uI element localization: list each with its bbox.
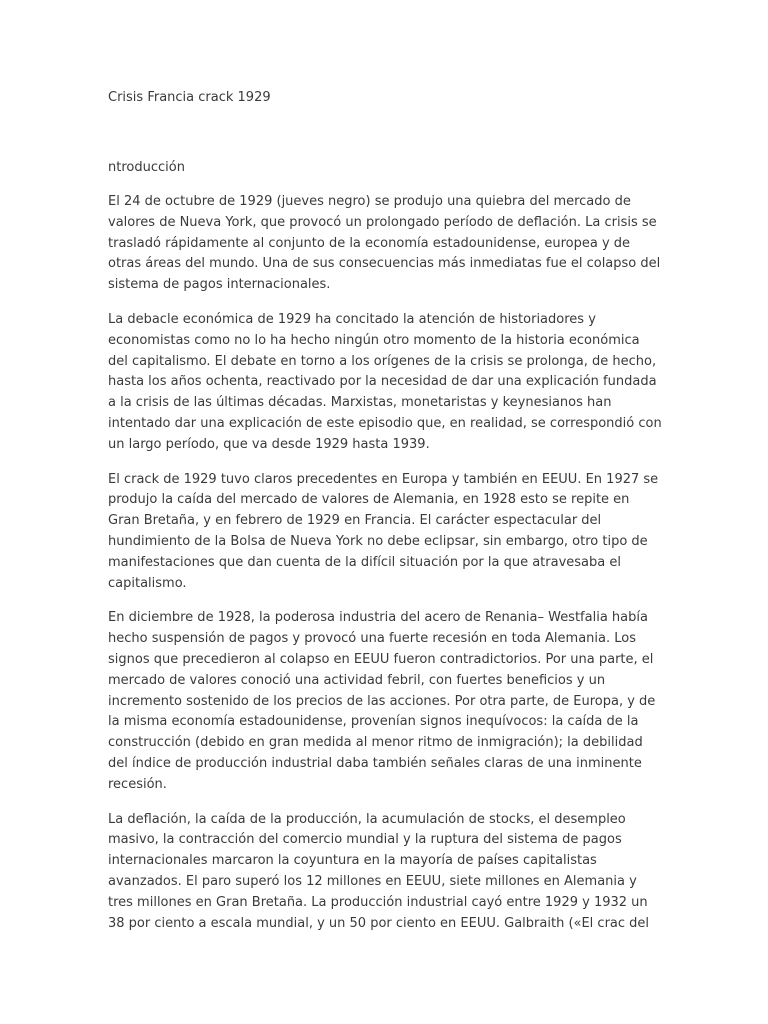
paragraph: El 24 de octubre de 1929 (jueves negro) se produjo una quiebra del mercado de valores de Nueva York, que provocó un prolongado período de deflación. La crisis se trasladó rápidamente al conjunto de la economía estadounidense, europea y de otras áreas del mundo. Una de sus consecuencias más inmediatas fue el colapso del sistema de pagos internacionales. [108,194,661,293]
document-title: Crisis Francia crack 1929 [108,90,271,105]
paragraph: En diciembre de 1928, la poderosa industria del acero de Renania– Westfalia había hecho suspensión de pagos y provocó una fuerte recesión en toda Alemania. Los signos que precedieron al colapso en EEUU fueron contradictorios. Por una parte, el mercado de valores conoció una actividad febril, con fuertes beneficios y un incremento sostenido de los precios de las acciones. Por otra parte, de Europa, y de la misma economía estadounidense, provenían signos inequívocos: la caída de la construcción (debido en gran medida al menor ritmo de inmigración); la debilidad del índice de producción industrial daba también señales claras de una inminente recesión. [108,610,656,792]
document-page [108,88,663,934]
paragraph: El crack de 1929 tuvo claros precedentes en Europa y también en EEUU. En 1927 se produjo la caída del mercado de valores de Alemania, en 1928 esto se repite en Gran Bretaña, y en febrero de 1929 en Francia. El carácter espectacular del hundimiento de la Bolsa de Nueva York no debe eclipsar, sin embargo, otro tipo de manifestaciones que dan cuenta de la difícil situación por la que atravesaba el capitalismo. [108,471,659,591]
paragraph: La deflación, la caída de la producción, la acumulación de stocks, el desempleo masivo, la contracción del comercio mundial y la ruptura del sistema de pagos internacionales marcaron la coyuntura en la mayoría de países capitalistas avanzados. El paro superó los 12 millones en EEUU, siete millones en Alemania y tres millones en Gran Bretaña. La producción industrial cayó entre 1929 y 1932 un 38 por ciento a escala mundial, y un 50 por ciento en EEUU. Galbraith («El crac del [108,811,650,931]
paragraph: La debacle económica de 1929 ha concitado la atención de historiadores y economistas como no lo ha hecho ningún otro momento de la historia económica del capitalismo. El debate en torno a los orígenes de la crisis se prolonga, de hecho, hasta los años ochenta, reactivado por la necesidad de dar una explicación fundada a la crisis de las últimas décadas. Marxistas, monetaristas y keynesianos han intentado dar una explicación de este episodio que, en realidad, se correspondió con un largo período, que va desde 1929 hasta 1939. [108,311,662,452]
section-heading: ntroducción [108,160,185,175]
